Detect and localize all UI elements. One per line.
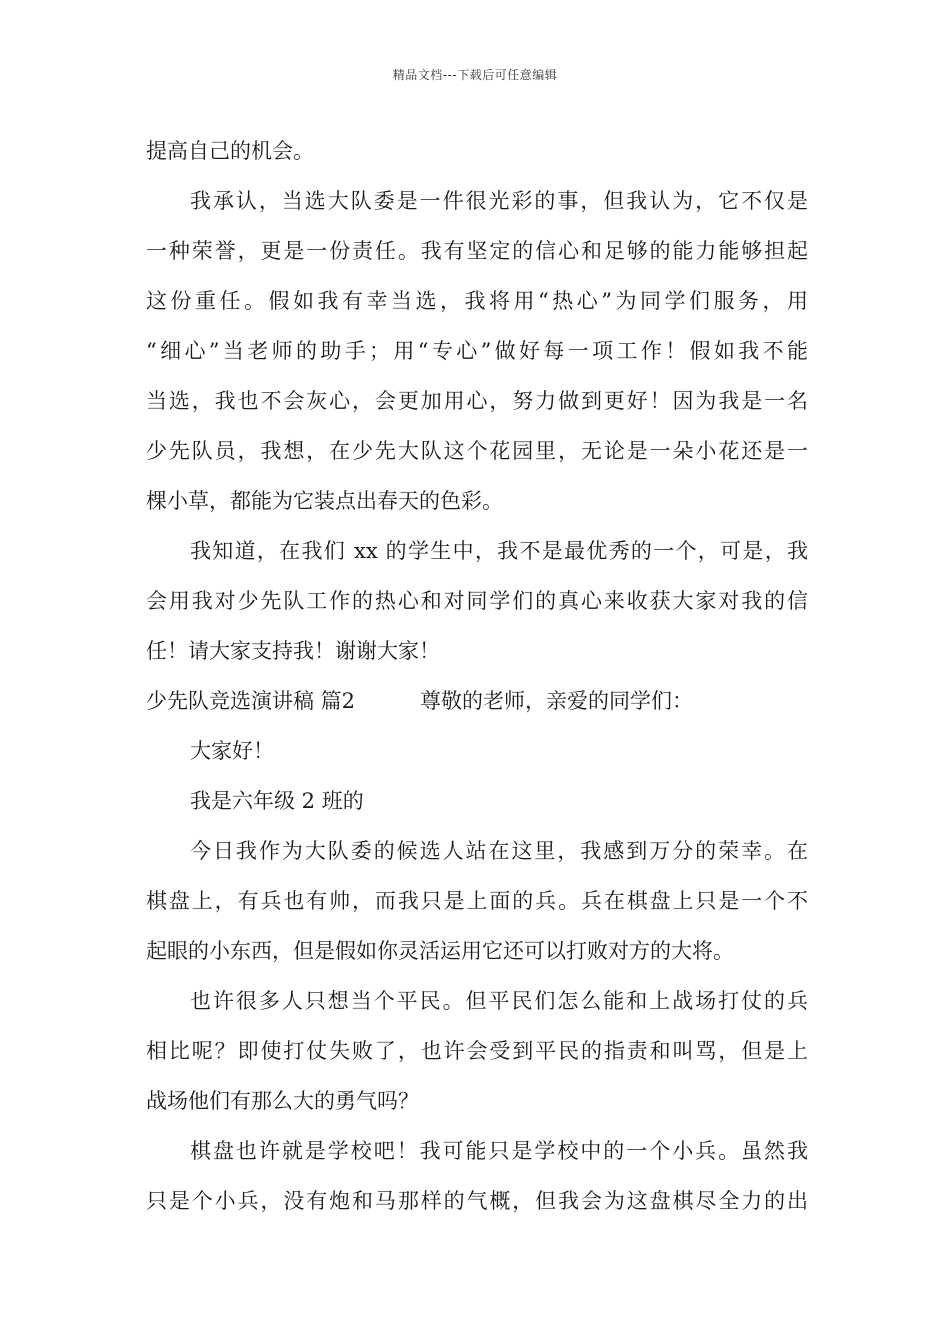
text-line: 少先队员，我想，在少先大队这个花园里，无论是一朵小花还是一	[146, 439, 808, 463]
paragraph-line: 今日我作为大队委的候选人站在这里，我感到万分的荣幸。在	[190, 839, 808, 863]
document-body	[146, 126, 808, 1226]
paragraph-line: 我是六年级 2 班的	[190, 789, 364, 813]
text-line: 棋盘上，有兵也有帅，而我只是上面的兵。兵在棋盘上只是一个不	[146, 889, 808, 913]
paragraph-line: 我承认，当选大队委是一件很光彩的事，但我认为，它不仅是	[190, 189, 808, 213]
paragraph-line: 棋盘也许就是学校吧！我可能只是学校中的一个小兵。虽然我	[190, 1139, 808, 1163]
text-line: 起眼的小东西，但是假如你灵活运用它还可以打败对方的大将。	[146, 939, 734, 963]
text-line: 任！请大家支持我！谢谢大家！	[146, 639, 440, 663]
text-line: 只是个小兵，没有炮和马那样的气概，但我会为这盘棋尽全力的出	[146, 1189, 808, 1213]
text-line: “细心”当老师的助手；用“专心”做好每一项工作！假如我不能	[146, 339, 808, 363]
text-line: 当选，我也不会灰心，会更加用心，努力做到更好！因为我是一名	[146, 389, 808, 413]
paragraph-line: 大家好！	[190, 739, 274, 763]
page-header: 精品文档---下载后可任意编辑	[392, 68, 558, 82]
text-line: 战场他们有那么大的勇气吗？	[146, 1089, 419, 1113]
text-line: 这份重任。假如我有幸当选，我将用“热心”为同学们服务，用	[146, 289, 808, 313]
paragraph-line: 也许很多人只想当个平民。但平民们怎么能和上战场打仗的兵	[190, 989, 808, 1013]
paragraph-line: 我知道，在我们 xx 的学生中，我不是最优秀的一个，可是，我	[190, 539, 808, 563]
text-line: 相比呢？即使打仗失败了，也许会受到平民的指责和叫骂，但是上	[146, 1039, 808, 1063]
text-line: 提高自己的机会。	[146, 139, 314, 163]
text-line: 一种荣誉，更是一份责任。我有坚定的信心和足够的能力能够担起	[146, 239, 808, 263]
text-line: 棵小草，都能为它装点出春天的色彩。	[146, 489, 503, 513]
section-title-line	[146, 676, 808, 726]
section-title: 少先队竞选演讲稿 篇2	[146, 689, 356, 713]
section-greeting: 尊敬的老师，亲爱的同学们：	[420, 689, 693, 713]
text-line: 会用我对少先队工作的热心和对同学们的真心来收获大家对我的信	[146, 589, 808, 613]
